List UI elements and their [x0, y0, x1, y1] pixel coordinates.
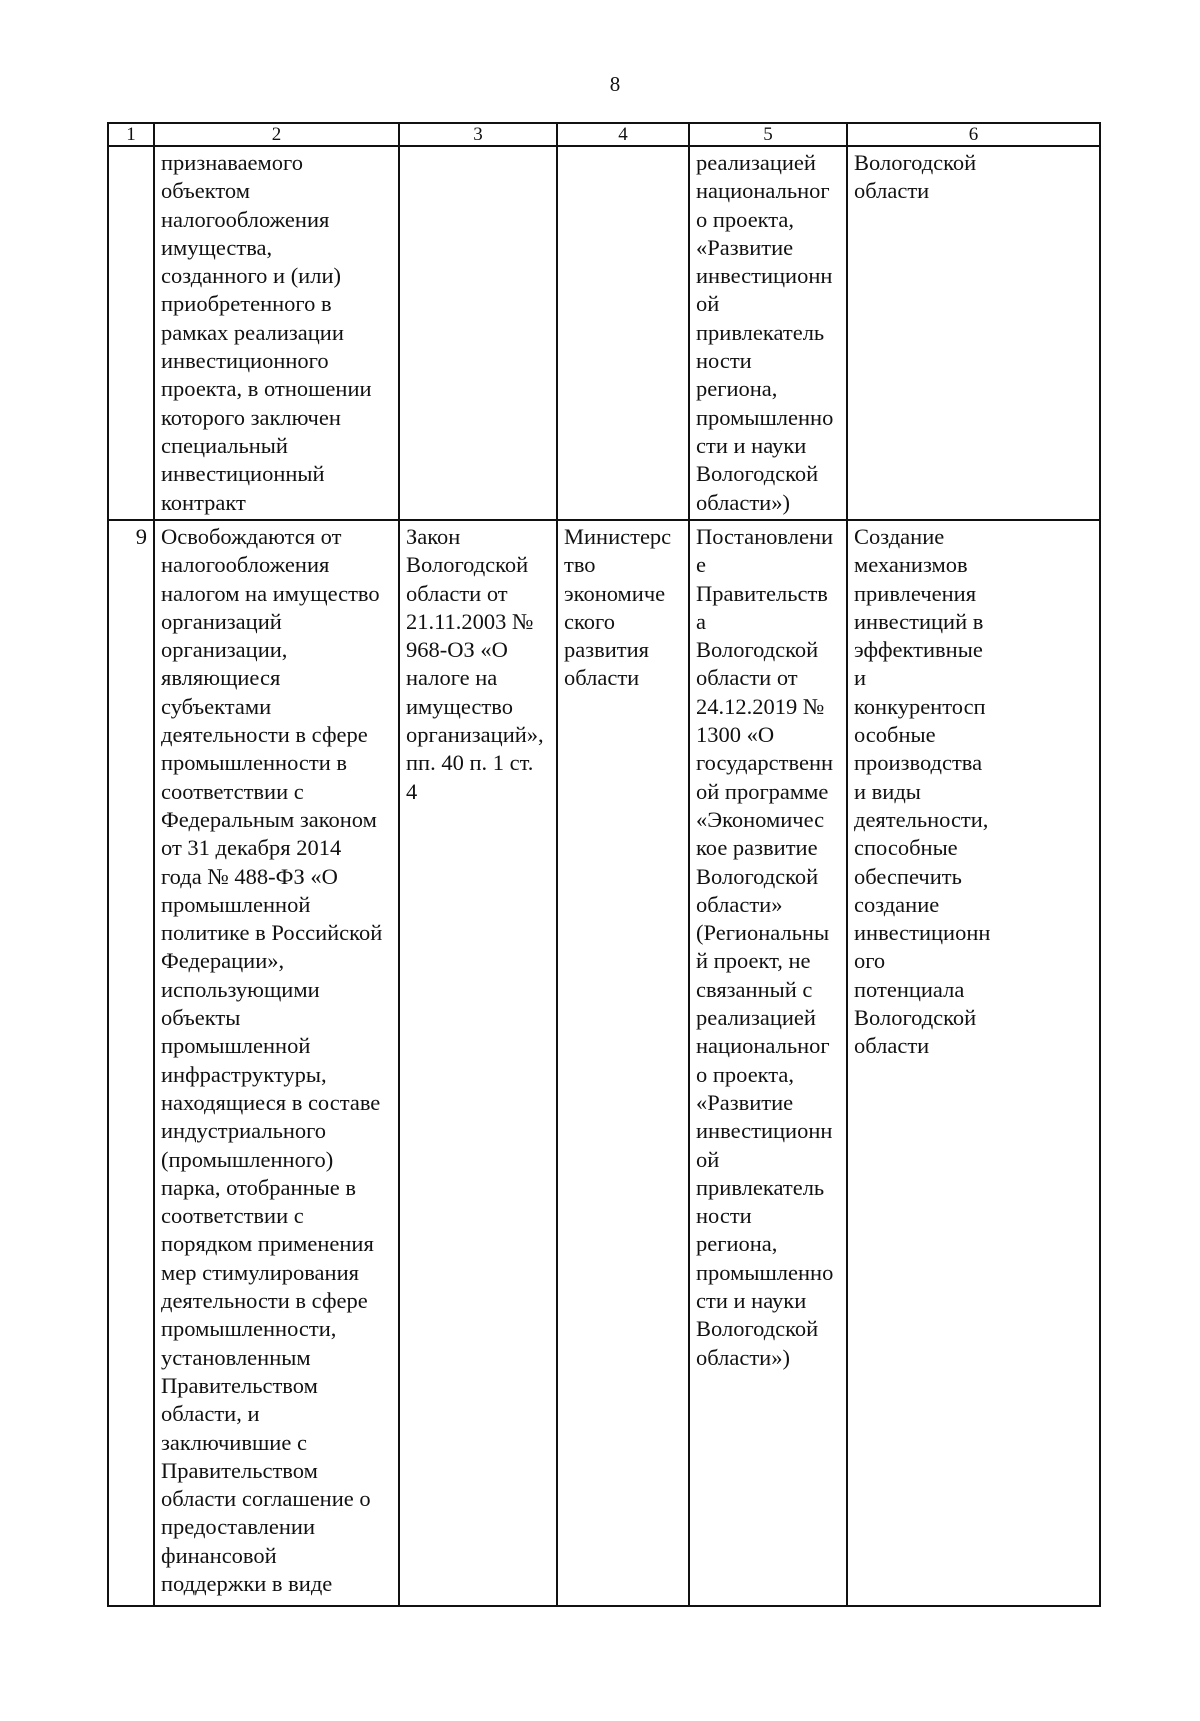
text-line: о проекта,	[696, 1061, 795, 1087]
text-line: конкурентосп	[854, 693, 986, 719]
text-line: промышленности,	[161, 1316, 337, 1342]
text-line: области»)	[696, 1344, 790, 1370]
text-line: ского	[564, 608, 615, 634]
text-line: сти и науки	[696, 1288, 807, 1314]
text-line: имущества,	[161, 234, 273, 260]
text-line: Создание	[854, 524, 945, 549]
text-line: Освобождаются от	[161, 524, 342, 549]
text-line: 24.12.2019 №	[696, 693, 825, 719]
text-line: региона,	[696, 1231, 778, 1257]
text-line: промышленно	[696, 404, 834, 430]
text-line: являющиеся	[161, 665, 281, 691]
row-number: 9	[108, 520, 154, 1606]
text-line: политике в Российской	[161, 920, 383, 946]
text-line: парка, отобранные в	[161, 1174, 356, 1200]
table-cell	[689, 520, 847, 1606]
table-cell	[557, 146, 689, 520]
text-line: (Региональны	[696, 920, 830, 946]
column-header: 6	[847, 123, 1100, 146]
column-header: 4	[557, 123, 689, 146]
text-line: признаваемого	[161, 150, 303, 175]
text-line: области от	[696, 665, 798, 691]
text-line: инвестиционный	[161, 461, 325, 487]
text-line: инвестиционн	[854, 920, 991, 946]
table-cell	[847, 146, 1100, 520]
text-line: области	[854, 1033, 930, 1059]
text-line: налогом на имущество	[161, 580, 380, 606]
text-line: «Развитие	[696, 1089, 794, 1115]
text-line: инвестиционн	[696, 263, 833, 289]
text-line: региона,	[696, 376, 778, 402]
text-line: области	[854, 178, 930, 204]
text-line: Министерс	[564, 524, 672, 549]
text-line: области»	[696, 891, 783, 917]
text-line: сти и науки	[696, 432, 807, 458]
text-line: Вологодской	[696, 637, 819, 663]
document-table	[107, 122, 1101, 1607]
text-line: ой	[696, 1146, 720, 1172]
text-line: инвестиционн	[696, 1118, 833, 1144]
text-line: производства	[854, 750, 983, 776]
page-number: 8	[609, 72, 621, 96]
text-line: налоге на	[406, 665, 498, 691]
text-line: деятельности в сфере	[161, 1288, 368, 1314]
text-line: инвестиционного	[161, 348, 329, 374]
text-line: Правительством	[161, 1372, 318, 1398]
text-line: Правительством	[161, 1457, 318, 1483]
text-line: области соглашение о	[161, 1486, 371, 1512]
text-line: реализацией	[696, 150, 816, 175]
text-line: Федерации»,	[161, 948, 285, 974]
text-line: предоставлении	[161, 1514, 315, 1540]
text-line: государственн	[696, 750, 834, 776]
text-line: поддержки в виде	[161, 1570, 333, 1596]
text-line: Вологодской	[854, 150, 977, 175]
text-line: мер стимулирования	[161, 1259, 359, 1285]
text-line: е	[696, 552, 706, 578]
table-cell	[154, 146, 399, 520]
text-line: деятельности,	[854, 806, 989, 832]
text-line: от 31 декабря 2014	[161, 835, 342, 861]
text-line: рамках реализации	[161, 319, 344, 345]
text-line: механизмов	[854, 552, 968, 578]
text-line: области, и	[161, 1401, 260, 1427]
table-cell	[557, 520, 689, 1606]
text-line: области	[564, 665, 640, 691]
text-line: привлекатель	[696, 1174, 825, 1200]
text-line: эффективные	[854, 637, 983, 663]
table-cell	[154, 520, 399, 1606]
text-line: «Экономичес	[696, 806, 825, 832]
text-line: привлекатель	[696, 319, 825, 345]
text-line: созданного и (или)	[161, 263, 341, 289]
text-line: инвестиций в	[854, 608, 984, 634]
text-line: реализацией	[696, 1005, 816, 1031]
table-cell	[847, 520, 1100, 1606]
text-line: промышленной	[161, 891, 311, 917]
text-line: организаций	[161, 608, 282, 634]
text-line: создание	[854, 891, 940, 917]
text-line: инфраструктуры,	[161, 1061, 327, 1087]
text-line: особные	[854, 722, 936, 748]
text-line: й проект, не	[696, 948, 811, 974]
text-line: ой программе	[696, 778, 829, 804]
text-line: Вологодской	[406, 552, 529, 578]
text-line: Закон	[406, 524, 461, 549]
text-line: Правительств	[696, 580, 828, 606]
text-line: объектом	[161, 178, 250, 204]
text-line: имущество	[406, 693, 513, 719]
column-header: 2	[154, 123, 399, 146]
text-line: ой	[696, 291, 720, 317]
text-line: обеспечить	[854, 863, 962, 889]
text-line: Постановлени	[696, 524, 834, 549]
text-line: 968-ОЗ «О	[406, 637, 508, 663]
text-line: 21.11.2003 №	[406, 608, 534, 634]
text-line: а	[696, 608, 706, 634]
column-header: 3	[399, 123, 557, 146]
text-line: индустриального	[161, 1118, 327, 1144]
text-line: кое развитие	[696, 835, 818, 861]
column-header: 1	[108, 123, 154, 146]
text-line: проекта, в отношении	[161, 376, 372, 402]
text-line: ности	[696, 348, 752, 374]
text-line: «Развитие	[696, 234, 794, 260]
text-line: Вологодской	[696, 863, 819, 889]
text-line: установленным	[161, 1344, 311, 1370]
text-line: развития	[564, 637, 650, 663]
text-line: года № 488-ФЗ «О	[161, 863, 338, 889]
table-row	[108, 520, 1100, 1606]
text-line: связанный с	[696, 976, 813, 1002]
text-line: которого заключен	[161, 404, 341, 430]
table-cell	[108, 146, 154, 520]
text-line: соответствии с	[161, 778, 304, 804]
text-line: объекты	[161, 1005, 241, 1031]
text-line: промышленности в	[161, 750, 348, 776]
text-line: ности	[696, 1203, 752, 1229]
text-line: экономиче	[564, 580, 666, 606]
text-line: использующими	[161, 976, 320, 1002]
table-header-row	[108, 123, 1100, 146]
text-line: деятельности в сфере	[161, 722, 368, 748]
text-line: тво	[564, 552, 596, 578]
table-row	[108, 146, 1100, 520]
table-cell	[399, 146, 557, 520]
text-line: ого	[854, 948, 886, 974]
text-line: промышленной	[161, 1033, 311, 1059]
text-line: и виды	[854, 778, 921, 804]
text-line: Федеральным законом	[161, 806, 377, 832]
text-line: способные	[854, 835, 958, 861]
text-line: (промышленного)	[161, 1146, 334, 1172]
text-line: области от	[406, 580, 508, 606]
text-line: организаций»,	[406, 722, 544, 748]
text-line: Вологодской	[854, 1005, 977, 1031]
text-line: организации,	[161, 637, 288, 663]
text-line: налогообложения	[161, 206, 330, 232]
table-cell	[399, 520, 557, 1606]
text-line: и	[854, 665, 867, 691]
text-line: порядком применения	[161, 1231, 374, 1257]
text-line: контракт	[161, 489, 246, 515]
text-line: налогообложения	[161, 552, 330, 578]
text-line: Вологодской	[696, 1316, 819, 1342]
text-line: специальный	[161, 432, 288, 458]
text-line: национальног	[696, 178, 830, 204]
text-line: привлечения	[854, 580, 977, 606]
text-line: субъектами	[161, 693, 272, 719]
text-line: 4	[406, 778, 418, 804]
text-line: о проекта,	[696, 206, 795, 232]
text-line: заключившие с	[161, 1429, 307, 1455]
text-line: промышленно	[696, 1259, 834, 1285]
text-line: 1300 «О	[696, 722, 775, 748]
text-line: области»)	[696, 489, 790, 515]
text-line: финансовой	[161, 1542, 277, 1568]
text-line: находящиеся в составе	[161, 1089, 381, 1115]
table-cell	[689, 146, 847, 520]
text-line: пп. 40 п. 1 ст.	[406, 750, 534, 776]
text-line: национальног	[696, 1033, 830, 1059]
text-line: приобретенного в	[161, 291, 332, 317]
text-line: соответствии с	[161, 1203, 304, 1229]
text-line: потенциала	[854, 976, 965, 1002]
text-line: Вологодской	[696, 461, 819, 487]
column-header: 5	[689, 123, 847, 146]
